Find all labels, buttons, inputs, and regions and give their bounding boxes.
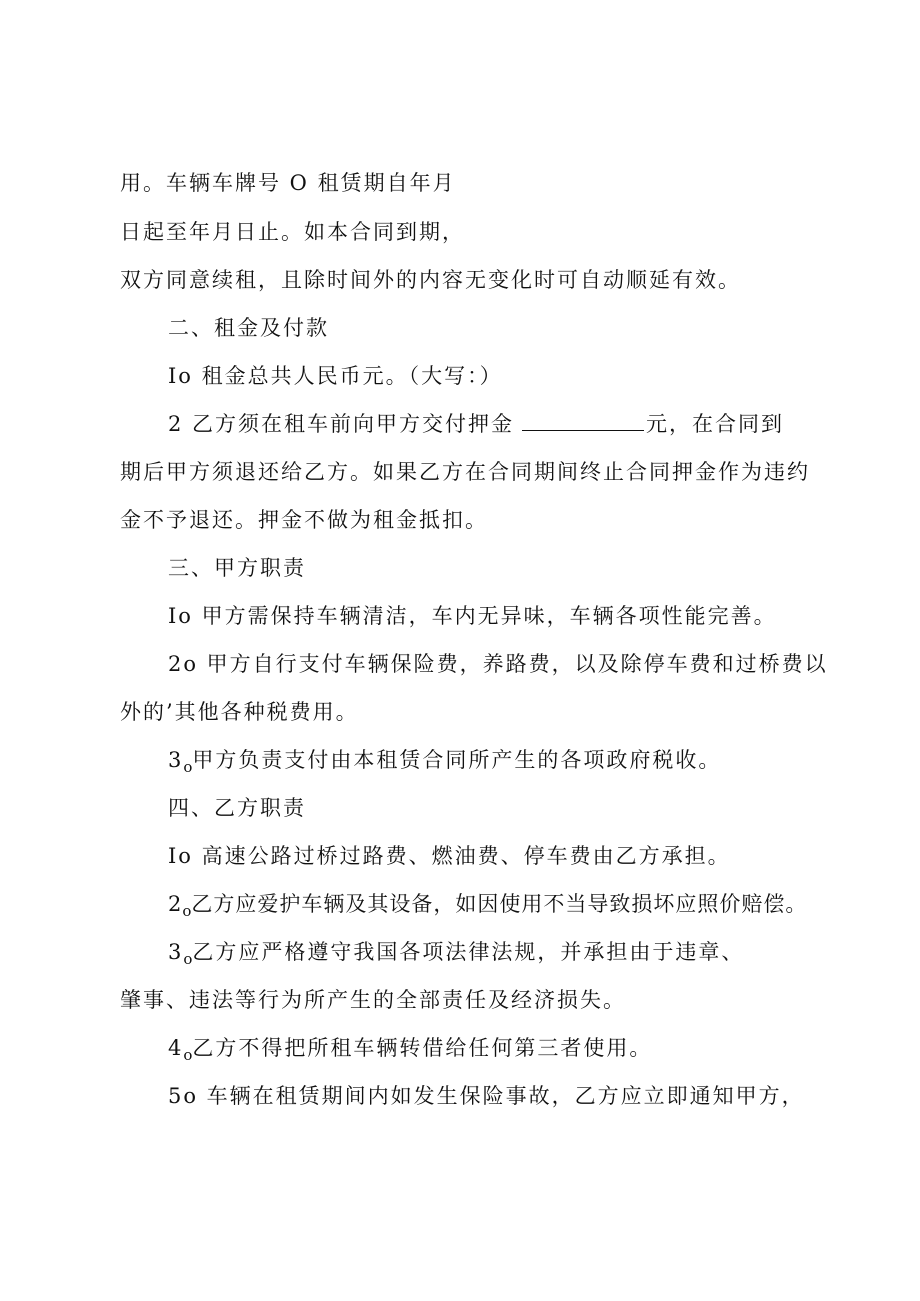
clause-b-2-marker: o	[182, 902, 192, 920]
text-line-2: 日起至年月日止。如本合同到期，	[120, 220, 465, 244]
clause-b-3-text: 乙方应严格遵守我国各项法律法规，并承担由于违章、	[192, 940, 745, 964]
clause-b-4	[168, 1033, 652, 1070]
section-heading-party-b: 四、乙方职责	[168, 796, 306, 820]
clause-b-5: 5o 车辆在租赁期间内如发生保险事故，乙方应立即通知甲方，	[168, 1084, 805, 1108]
clause-a-3-marker: o	[183, 758, 193, 776]
clause-b-4-marker: o	[183, 1046, 193, 1064]
clause-rent-2-text: 2 乙方须在租车前向甲方交付押金	[168, 412, 515, 436]
clause-rent-2-cont-1: 期后甲方须退还给乙方。如果乙方在合同期间终止合同押金作为违约	[120, 460, 810, 484]
clause-b-2-number: 2	[168, 892, 183, 916]
text-line-3: 双方同意续租，且除时间外的内容无变化时可自动顺延有效。	[120, 268, 741, 292]
clause-a-3	[168, 745, 721, 782]
clause-rent-2-text-end: 元，在合同到	[646, 412, 785, 436]
deposit-amount-blank	[522, 410, 644, 431]
clause-a-2: 2o 甲方自行支付车辆保险费，养路费，以及除停车费和过桥费以	[168, 652, 828, 676]
clause-a-3-number: 3	[168, 748, 184, 772]
clause-b-3-number: 3	[168, 940, 184, 964]
clause-b-1: Io 高速公路过桥过路费、燃油费、停车费由乙方承担。	[168, 844, 731, 868]
clause-b-3-marker: o	[183, 950, 193, 968]
clause-rent-2	[168, 409, 784, 439]
section-heading-rent: 二、租金及付款	[168, 316, 329, 340]
clause-b-4-text: 乙方不得把所租车辆转借给任何第三者使用。	[192, 1036, 653, 1060]
text-line-1: 用。车辆车牌号 O 租赁期自年月	[120, 171, 456, 195]
section-heading-party-a: 三、甲方职责	[168, 556, 306, 580]
clause-b-2-text: 乙方应爱护车辆及其设备，如因使用不当导致损坏应照价赔偿。	[191, 892, 808, 916]
clause-b-4-number: 4	[168, 1036, 184, 1060]
clause-b-2	[168, 889, 807, 926]
clause-rent-1: Io 租金总共人民币元。（大写：）	[168, 364, 503, 388]
clause-rent-2-cont-2: 金不予退还。押金不做为租金抵扣。	[120, 508, 488, 532]
clause-b-3	[168, 937, 744, 974]
clause-b-3-cont: 肇事、违法等行为所产生的全部责任及经济损失。	[120, 988, 626, 1012]
clause-a-2-cont: 外的’其他各种税费用。	[120, 700, 359, 724]
clause-a-3-text: 甲方负责支付由本租赁合同所产生的各项政府税收。	[192, 748, 722, 772]
clause-a-1: Io 甲方需保持车辆清洁，车内无异味，车辆各项性能完善。	[168, 604, 777, 628]
